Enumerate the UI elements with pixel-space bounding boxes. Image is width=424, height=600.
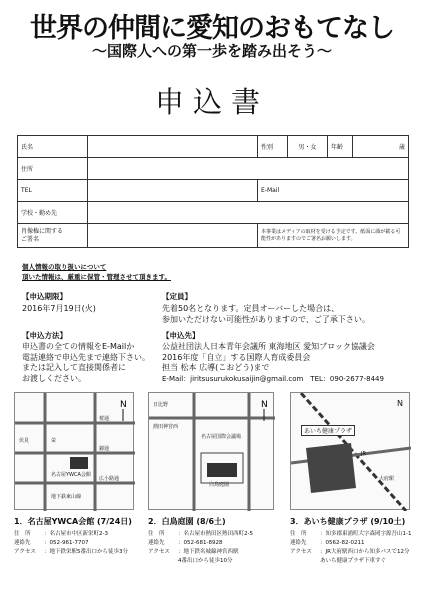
map-text: 名古屋国際会議場 <box>201 434 242 440</box>
name-field[interactable] <box>88 136 258 158</box>
address-field[interactable] <box>88 158 409 180</box>
email-field[interactable] <box>298 181 408 201</box>
capacity-line: 先着50名となります。定員オーバーした場合は、 <box>162 304 340 313</box>
map-text: 日比野 <box>153 402 169 408</box>
capacity-line: 参加いただけない可能性がありますので、ご了承下さい。 <box>162 314 370 324</box>
info-key: 住 所 <box>14 531 31 537</box>
signature-field[interactable] <box>88 224 258 248</box>
method-line: お渡しください。 <box>22 373 86 383</box>
contact-email-line <box>162 374 384 385</box>
application-form <box>17 135 409 248</box>
svg-text:N: N <box>261 400 268 410</box>
form-title: 申込書 <box>154 85 269 119</box>
info-value: あいち健康プラザ下車すぐ <box>320 558 387 564</box>
info-value: ：0562-82-0211 <box>320 540 365 546</box>
info-value: ：知多郡東浦町大字森岡字源吾山1-1 <box>320 531 412 537</box>
portrait-label: 肖像権に関する ご署名 <box>18 224 88 248</box>
map-label-aichi: 3．あいち健康プラザ (9/10土) <box>290 517 406 526</box>
info-value: ：名古屋市熱田区熱田西町2-5 <box>178 531 253 537</box>
method-line: 申込書の全ての情報をE-Mailか <box>22 342 135 351</box>
contact-email[interactable]: jiritsusurukokusaijin@gmail.com <box>190 374 304 383</box>
tel-label: TEL <box>18 180 88 202</box>
contact-text <box>162 342 384 384</box>
map-text: N <box>397 399 403 408</box>
info-value: ：名古屋市中区新栄町2-3 <box>44 531 108 537</box>
deadline-header: 【申込期限】 <box>22 292 67 301</box>
capacity-header: 【定員】 <box>162 292 192 301</box>
age-label: 年齢 <box>328 136 353 158</box>
map-text: 伏見 <box>19 438 30 444</box>
map-label-shirotori: 2．白鳥庭園 (8/6土) <box>148 517 226 526</box>
address-label: 住所 <box>18 158 88 180</box>
contact-line: 公益社団法人日本青年会議所 東海地区 愛知ブロック協議会 <box>162 342 375 351</box>
map-text: 広小路通 <box>99 476 120 482</box>
info-key: 連絡先 <box>148 540 165 546</box>
map-text: 大府駅 <box>379 476 395 482</box>
map-label-ywca: 1．名古屋YWCA会館 (7/24日) <box>14 517 132 526</box>
school-field[interactable] <box>88 202 409 224</box>
map-text: 熱田神宮西 <box>153 424 179 430</box>
map-text: 桜通 <box>99 416 110 422</box>
info-value: ：JR大府駅西口から知多バスで12分 <box>320 549 410 555</box>
contact-line: 担当 松本 広導(こおどう)まで <box>162 363 270 372</box>
gender-options[interactable]: 男・女 <box>288 136 328 158</box>
info-value: ：052-961-7707 <box>44 540 89 546</box>
capacity-text <box>162 304 370 325</box>
map-text: JR <box>361 451 366 457</box>
method-line: または記入して直接関係者に <box>22 363 126 372</box>
info-key: アクセス <box>14 549 36 555</box>
map-aichi <box>290 392 410 510</box>
portrait-note: 本事業はメディアの取材を受ける予定です。紙面に顔が載る可能性がありますのでご署名お願いします。 <box>258 224 409 248</box>
contact-tel[interactable]: 090-2677-8449 <box>329 374 384 383</box>
privacy-title: 個人情報の取り扱いについて <box>22 263 107 271</box>
gender-label: 性別 <box>258 136 288 158</box>
page-title: 世界の仲間に愛知のおもてなし <box>30 13 394 44</box>
method-line: 電話連絡で申込先まで連絡下さい。 <box>22 352 150 362</box>
info-key: 連絡先 <box>290 540 307 546</box>
info-key: アクセス <box>290 549 312 555</box>
map-ywca <box>14 392 134 510</box>
email-label: E-Mail： <box>162 374 191 383</box>
map-text: あいち健康プラザ <box>301 425 355 436</box>
page-subtitle: 〜国際人への第一歩を踏み出そう〜 <box>91 42 332 60</box>
info-value: ：052-681-8928 <box>178 540 223 546</box>
map-text: 地下鉄東山線 <box>51 494 82 500</box>
method-text <box>22 342 150 384</box>
map-text: 名古屋YWCA会館 <box>51 472 91 478</box>
age-unit: 歳 <box>398 144 405 151</box>
map-text: 錦通 <box>99 446 110 452</box>
tel-label: TEL： <box>310 374 330 383</box>
email-label: E-Mail <box>261 187 280 194</box>
map-shirotori <box>148 392 274 510</box>
name-label: 氏名 <box>18 136 88 158</box>
map-info-aichi <box>290 530 411 566</box>
map-text: 栄 <box>51 438 57 444</box>
map-info-shirotori <box>148 530 253 566</box>
map-shirotori-drawing <box>149 393 275 511</box>
svg-text:N: N <box>120 400 127 410</box>
info-key: 住 所 <box>148 531 165 537</box>
info-value: ：地下鉄名城線神宮西駅 <box>178 549 239 555</box>
map-aichi-drawing <box>291 393 411 511</box>
method-header: 【申込方法】 <box>22 331 67 340</box>
map-info-ywca <box>14 530 128 557</box>
contact-line: 2016年度「自立」する国際人育成委員会 <box>162 352 311 362</box>
info-key: 住 所 <box>290 531 307 537</box>
contact-header: 【申込先】 <box>162 331 200 340</box>
privacy-text: 頂いた情報は、厳重に保管・管理させて頂きます。 <box>22 273 171 281</box>
info-value: ：地下鉄栄駅5番出口から徒歩3分 <box>44 549 128 555</box>
age-field[interactable] <box>353 136 409 158</box>
deadline-date: 2016年7月19日(火) <box>22 304 96 313</box>
info-key: アクセス <box>148 549 170 555</box>
tel-field[interactable] <box>88 180 258 202</box>
info-value: 4番出口から徒歩10分 <box>178 558 233 564</box>
info-key: 連絡先 <box>14 540 31 546</box>
school-label: 学校・勤め先 <box>18 202 88 224</box>
map-text: 白鳥庭園 <box>209 482 230 488</box>
